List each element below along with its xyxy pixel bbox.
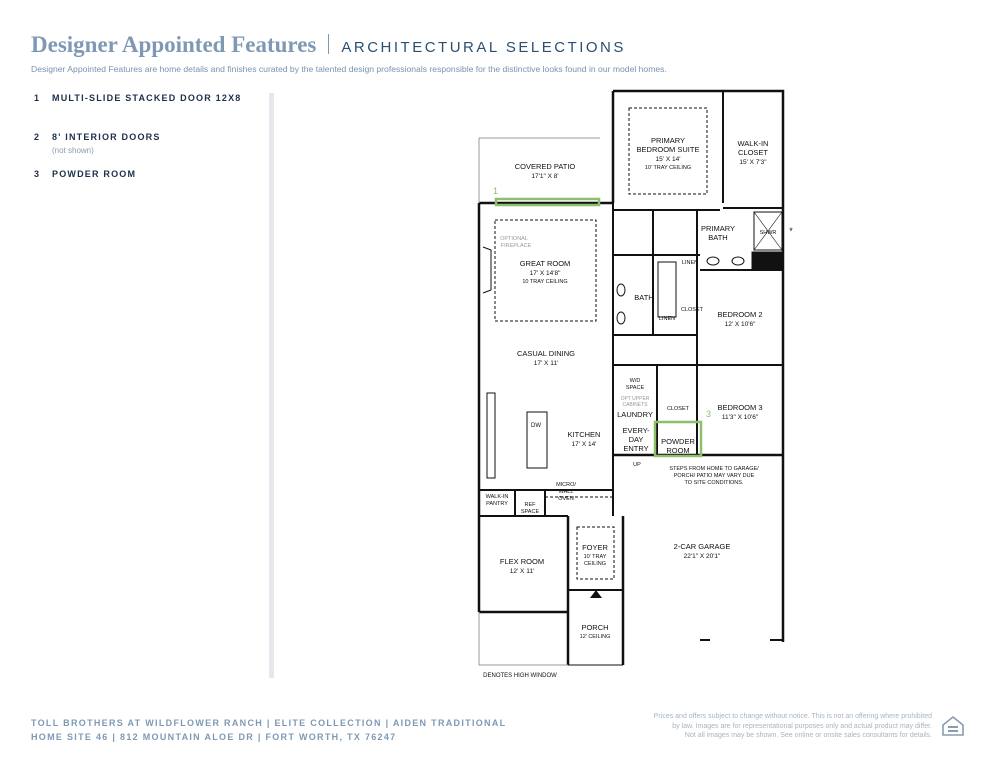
room-dims: 17' X 14' — [571, 441, 597, 448]
patio-outline — [479, 138, 600, 203]
plan-note: TO SITE CONDITIONS. — [684, 480, 744, 486]
room-label: CASUAL DINING — [516, 349, 576, 358]
page-subtitle: ARCHITECTURAL SELECTIONS — [341, 39, 626, 56]
tray-ceiling-primary — [629, 108, 707, 194]
feature-list — [34, 93, 264, 208]
laundry-walls — [657, 365, 697, 455]
feature-marker: 3 — [706, 409, 712, 419]
bathtub — [658, 262, 676, 317]
fireplace — [483, 247, 491, 293]
room-label: OVEN — [558, 496, 574, 502]
room-label: GREAT ROOM — [519, 259, 571, 268]
room-label: COVERED PATIO — [514, 162, 576, 171]
room-dims: 15' X 7'3" — [739, 159, 767, 166]
primary-partitions — [613, 91, 783, 210]
feature-label: 8' INTERIOR DOORS — [52, 132, 161, 142]
disclaimer-line: by law. Images are for representational purposes only and actual product may differ. — [672, 722, 932, 730]
primary-bath-walls — [653, 210, 697, 270]
room-dims: 17' X 14'8" — [529, 270, 561, 277]
room-label: KITCHEN — [567, 430, 601, 439]
room-label: LAUNDRY — [617, 410, 653, 419]
room-label: CLOSET — [666, 406, 690, 412]
room-label: SPACE — [520, 509, 540, 515]
room-label: DW — [531, 423, 541, 429]
room-ceiling: CEILING — [583, 561, 607, 567]
kitchen-counter — [487, 393, 495, 478]
room-label: WALK-IN — [485, 494, 509, 500]
room-label: SPACE — [625, 385, 645, 391]
room-ceiling: 10' TRAY — [583, 554, 607, 560]
title-divider — [328, 34, 329, 54]
bath-2-walls — [613, 255, 697, 365]
room-label: BEDROOM SUITE — [636, 145, 700, 154]
room-label: ENTRY — [623, 444, 649, 453]
room-label: LINEN — [658, 316, 676, 322]
footer-community: TOLL BROTHERS AT WILDFLOWER RANCH | ELITE COLLECTION | AIDEN TRADITIONAL — [31, 718, 507, 728]
page-title: Designer Appointed Features — [31, 32, 317, 57]
room-label: SHWR — [759, 230, 777, 236]
feature-label: POWDER ROOM — [52, 169, 137, 179]
room-ceiling: 12' CEILING — [579, 634, 611, 640]
room-dims: 15' X 14' — [655, 156, 681, 163]
room-dims: 12' X 11' — [509, 568, 535, 575]
highlight-stacked-door — [496, 199, 599, 205]
feature-item — [34, 132, 264, 155]
tray-ceiling-foyer — [577, 527, 614, 579]
feature-number: 1 — [34, 93, 41, 103]
room-label: PRIMARY — [700, 224, 736, 233]
room-label: PORCH — [581, 623, 609, 632]
room-label: W/D — [629, 378, 641, 384]
kitchen-island — [527, 412, 547, 468]
room-label: CLOSET — [680, 307, 704, 313]
room-label: BEDROOM 2 — [717, 310, 763, 319]
highlight-powder-room — [655, 422, 701, 456]
room-label: FOYER — [582, 543, 608, 552]
plan-note: STEPS FROM HOME TO GARAGE/ — [669, 466, 759, 472]
room-label: WALL — [558, 489, 574, 495]
room-note: CABINETS — [622, 402, 648, 408]
room-label: 2-CAR GARAGE — [673, 542, 731, 551]
fixture-block — [752, 252, 783, 270]
feature-item — [34, 169, 264, 179]
room-label: EVERY- — [622, 426, 650, 435]
room-label: POWDER — [661, 437, 695, 446]
title-row — [31, 32, 971, 58]
front-yard — [479, 612, 568, 665]
room-note: OPTIONAL — [500, 236, 528, 242]
bath-walls — [613, 255, 783, 270]
room-label: ROOM — [666, 446, 690, 455]
room-label: REF — [524, 502, 536, 508]
room-label: UP — [633, 462, 641, 468]
room-note: OPT UPPER — [620, 396, 650, 402]
room-label: DAY — [628, 435, 644, 444]
intro-text: Designer Appointed Features are home details and finishes curated by the talented design professionals responsible for the distinctive looks found in our model homes. — [31, 64, 667, 74]
feature-note: (not shown) — [52, 146, 94, 155]
footer-homesite: HOME SITE 46 | 812 MOUNTAIN ALOE DR | FORT WORTH, TX 76247 — [31, 732, 397, 742]
asterisk-note: * — [789, 226, 793, 236]
feature-label: MULTI-SLIDE STACKED DOOR 12X8 — [52, 93, 242, 103]
room-label: BATH — [708, 233, 728, 242]
feature-number: 3 — [34, 169, 41, 179]
room-label: MICRO/ — [556, 482, 576, 488]
room-dims: 17'1" X 8' — [531, 173, 559, 180]
entry-arrow-icon — [590, 590, 602, 598]
disclaimer-line: Prices and offers subject to change without notice. This is not an offering where prohibited — [653, 713, 932, 720]
vertical-divider — [269, 93, 274, 678]
feature-item — [34, 93, 264, 103]
room-note: FIREPLACE — [500, 243, 532, 249]
room-ceiling: 10 TRAY CEILING — [522, 279, 568, 285]
exterior-wall-east — [613, 91, 783, 642]
room-label: BEDROOM 3 — [717, 403, 763, 412]
room-label: PRIMARY — [650, 136, 686, 145]
disclaimer-line: Not all images may be shown. See online or onsite sales consultants for details. — [684, 732, 932, 739]
room-ceiling: 10' TRAY CEILING — [644, 165, 692, 171]
room-label: CLOSET — [737, 148, 769, 157]
tray-ceiling-great — [495, 220, 596, 321]
equal-housing-icon — [941, 714, 965, 738]
room-label: LINEN — [681, 260, 699, 266]
room-label: FLEX ROOM — [499, 557, 545, 566]
plan-legend: DENOTES HIGH WINDOW — [483, 673, 557, 679]
shower — [754, 212, 782, 250]
feature-marker: 1 — [493, 186, 499, 196]
room-dims: 12' X 10'6" — [724, 321, 756, 328]
page-header — [31, 32, 971, 74]
room-dims: 22'1" X 20'1" — [683, 553, 721, 560]
feature-number: 2 — [34, 132, 41, 142]
room-label: WALK-IN — [737, 139, 769, 148]
room-label: BATH — [634, 293, 654, 302]
room-label: PANTRY — [486, 501, 508, 507]
room-dims: 17' X 11' — [533, 360, 559, 367]
footer-disclaimer — [612, 712, 932, 741]
room-dims: 11'3" X 10'6" — [721, 414, 759, 421]
footer-address — [31, 716, 506, 744]
pantry-walls — [479, 490, 613, 516]
plan-note: PORCH/ PATIO MAY VARY DUE — [673, 473, 755, 479]
